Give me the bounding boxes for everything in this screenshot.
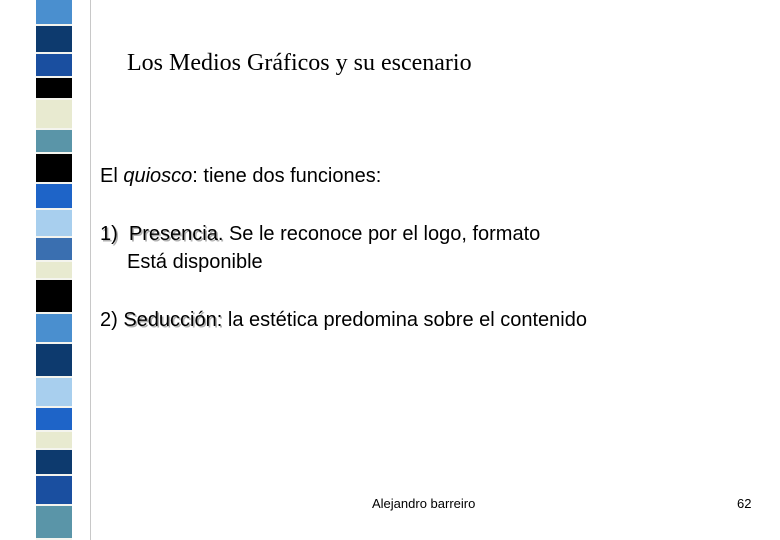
vertical-divider: [90, 0, 91, 540]
item-2-line: [100, 308, 587, 332]
intro-prefix: El: [100, 165, 124, 187]
stripe-block: [36, 0, 72, 26]
item-1-description: Se le reconoce por el logo, formato: [223, 223, 541, 245]
intro-suffix: : tiene dos funciones:: [192, 165, 382, 187]
item-1-marker: 1): [100, 223, 129, 245]
item-2-term: Seducción:: [123, 309, 223, 331]
stripe-block: [36, 476, 72, 506]
stripe-block: [36, 344, 72, 378]
slide-title: Los Medios Gráficos y su escenario: [127, 50, 472, 76]
intro-emphasis: quiosco: [123, 165, 193, 187]
stripe-block: [36, 432, 72, 450]
decorative-stripe: [36, 0, 72, 540]
stripe-block: [36, 154, 72, 184]
page-number: 62: [737, 496, 752, 511]
stripe-block: [36, 26, 72, 54]
stripe-block: [36, 130, 72, 154]
stripe-block: [36, 506, 72, 540]
stripe-block: [36, 262, 72, 280]
intro-line: [100, 164, 381, 188]
stripe-block: [36, 280, 72, 314]
stripe-block: [36, 54, 72, 78]
item-1-term: Presencia.: [128, 223, 224, 245]
stripe-block: [36, 78, 72, 100]
footer-author: Alejandro barreiro: [372, 496, 476, 511]
stripe-block: [36, 210, 72, 238]
stripe-block: [36, 184, 72, 210]
stripe-block: [36, 238, 72, 262]
stripe-block: [36, 378, 72, 408]
item-1-line: [100, 222, 540, 246]
item-2-marker: 2): [100, 309, 124, 331]
item-2-description: la estética predomina sobre el contenido: [222, 309, 587, 331]
item-1-continuation: Está disponible: [127, 251, 263, 273]
stripe-block: [36, 100, 72, 130]
stripe-block: [36, 450, 72, 476]
stripe-block: [36, 408, 72, 432]
stripe-block: [36, 314, 72, 344]
